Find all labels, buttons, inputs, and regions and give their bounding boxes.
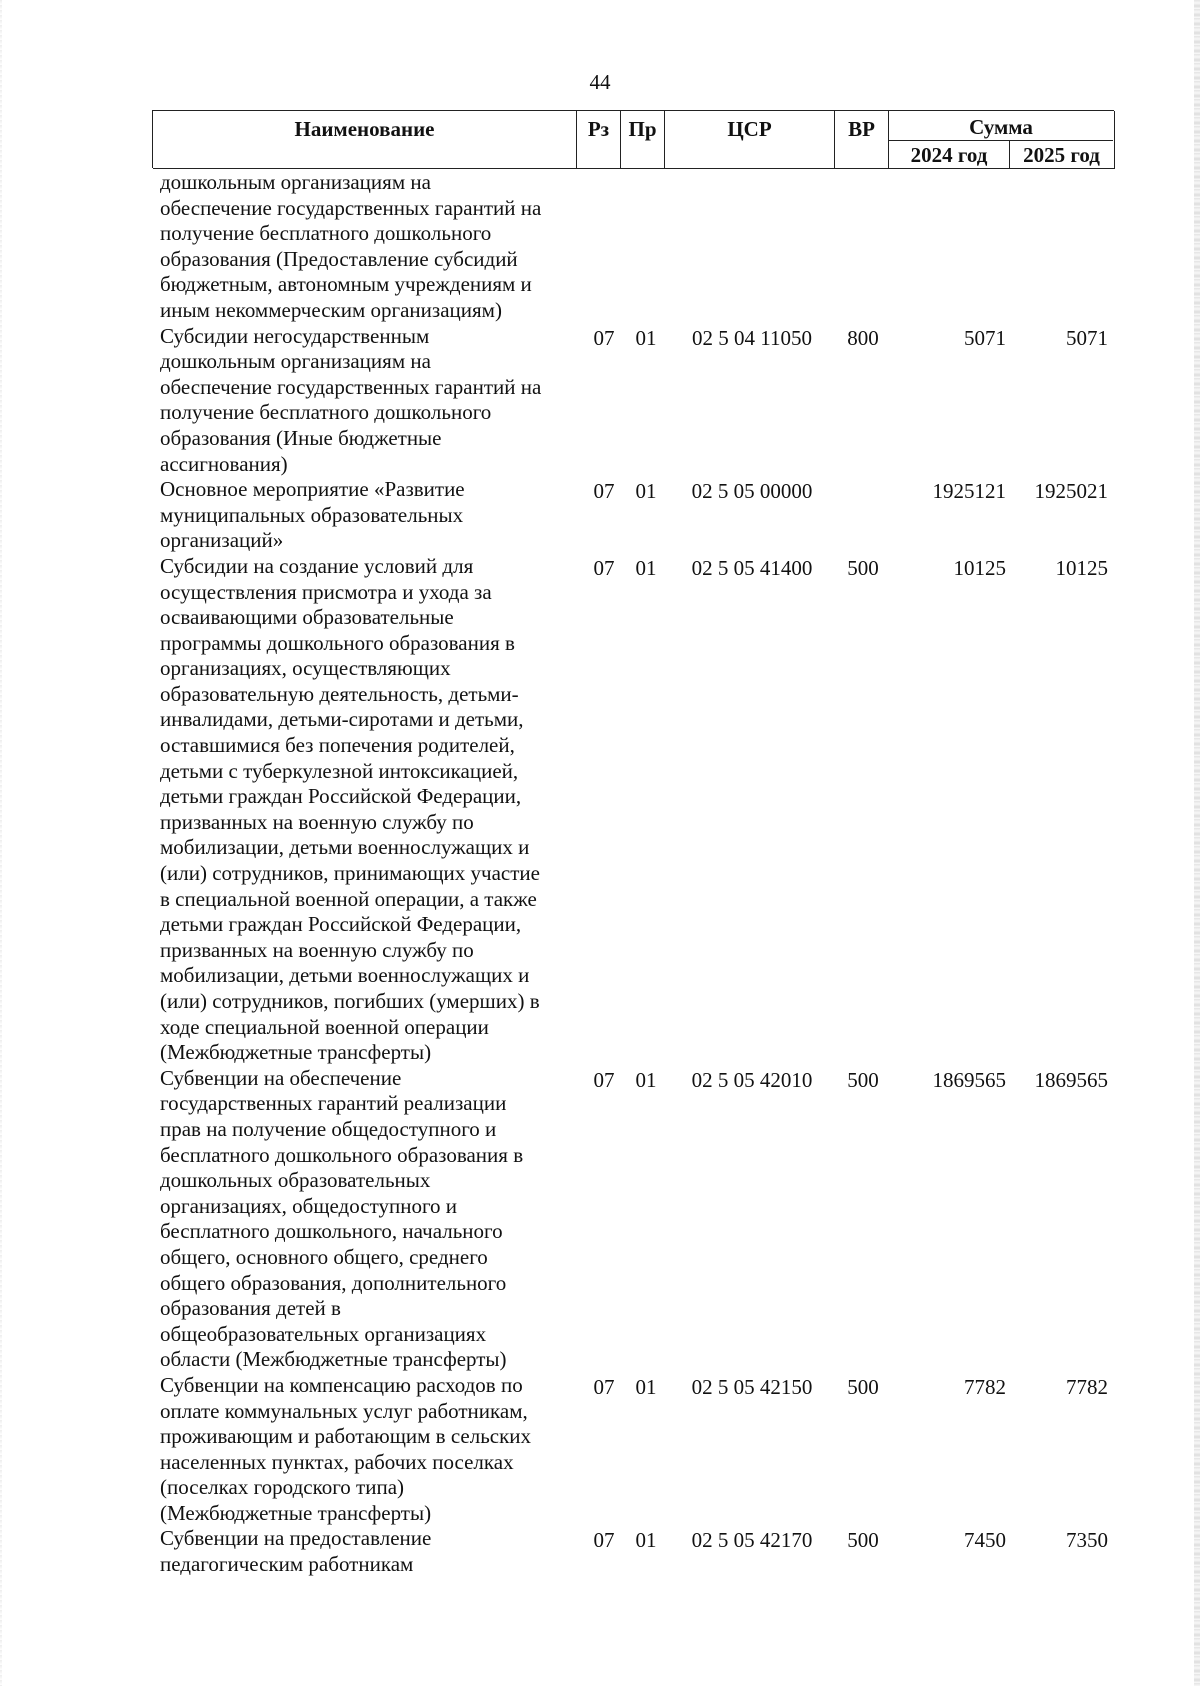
header-pr: Пр — [621, 111, 665, 169]
row-sum-2025: 1869565 — [1034, 1067, 1108, 1092]
row-sum-2024: 10125 — [953, 555, 1006, 580]
row-pr: 01 — [635, 555, 657, 580]
row-sum-2025: 7350 — [1066, 1528, 1108, 1553]
row-name: Субвенции на обеспечение государственных гарантий реализации прав на получение общедоступного и бесплатного дошкольного образования в дошкольных образовательных организациях, общедоступного и бесплатного дошкольного, начального общего, основного общего, среднего общего образования, дополнительного образования детей в общеобразовательных организациях области (Межбюджетные трансферты) — [160, 1065, 524, 1372]
header-vr: ВР — [835, 111, 889, 169]
row-vr: 500 — [847, 1067, 879, 1092]
row-rz: 07 — [593, 1067, 615, 1092]
scan-edge-right — [1194, 0, 1200, 1686]
row-csr: 02 5 05 42170 — [691, 1528, 813, 1553]
row-sum-2025: 5071 — [1066, 325, 1108, 350]
row-sum-2024: 7450 — [964, 1528, 1006, 1553]
row-pr: 01 — [635, 1374, 657, 1399]
row-name: Субвенции на компенсацию расходов по оплате коммунальных услуг работникам, проживающим и работающим в сельских населенных пунктах, рабочих поселках (поселках городского типа) (Межбюджетные трансферты) — [160, 1372, 532, 1525]
row-csr: 02 5 05 00000 — [691, 479, 813, 504]
row-csr: 02 5 04 11050 — [692, 325, 812, 350]
row-name: Субсидии на создание условий для осуществления присмотра и ухода за осваивающими образовательные программы дошкольного образования в организациях, осуществляющих образовательную деятельность, детьми- инвалидами, детьми-сиротами и детьми, оставшимися без попечения родителей, детьми с туберкулезной интоксикацией, детьми граждан Российской Федерации, призванных на военную службу по мобилизации, детьми военнослужащих и (или) сотрудников, принимающих участие в специальной военной операции, а также детьми граждан Российской Федерации, призванных на военную службу по мобилизации, детьми военнослужащих и (или) сотрудников, погибших (умерших) в ходе специальной военной операции (Межбюджетные трансферты) — [160, 553, 540, 1065]
row-vr: 500 — [847, 1528, 879, 1553]
scan-edge-left — [0, 0, 2, 1686]
header-csr: ЦСР — [665, 111, 835, 169]
row-sum-2024: 7782 — [964, 1374, 1006, 1399]
table-row — [160, 477, 1120, 554]
table-row — [160, 324, 1120, 478]
row-pr: 01 — [635, 1528, 657, 1553]
row-csr: 02 5 05 42150 — [691, 1374, 813, 1399]
row-sum-2025: 7782 — [1066, 1374, 1108, 1399]
table-row — [160, 1526, 1120, 1577]
row-vr: 800 — [847, 325, 879, 350]
row-name: Основное мероприятие «Развитие муниципальных образовательных организаций» — [160, 477, 465, 553]
row-sum-2024: 1925121 — [932, 479, 1006, 504]
row-pr: 01 — [635, 479, 657, 504]
row-csr: 02 5 05 42010 — [691, 1067, 813, 1092]
row-rz: 07 — [593, 325, 615, 350]
table-row — [160, 1066, 1120, 1373]
header-name: Наименование — [153, 111, 577, 169]
page-number: 44 — [589, 70, 611, 94]
header-sum-group — [889, 111, 1115, 169]
row-name: Субвенции на предоставление педагогическим работникам — [160, 1526, 432, 1577]
table-row — [160, 170, 1120, 324]
row-sum-2024: 5071 — [964, 325, 1006, 350]
table-header — [152, 110, 1114, 168]
table-row — [160, 1373, 1120, 1527]
row-vr: 500 — [847, 1374, 879, 1399]
table-row — [160, 554, 1120, 1066]
row-rz: 07 — [593, 1374, 615, 1399]
row-sum-2024: 1869565 — [932, 1067, 1006, 1092]
row-rz: 07 — [593, 479, 615, 504]
table-body — [160, 170, 1120, 1578]
header-rz: Рз — [577, 111, 621, 169]
header-year-2025: 2025 год — [1023, 143, 1100, 167]
row-pr: 01 — [635, 325, 657, 350]
row-pr: 01 — [635, 1067, 657, 1092]
row-name: Субсидии негосударственным дошкольным организациям на обеспечение государственных гарантий на получение бесплатного дошкольного образования (Иные бюджетные ассигнования) — [160, 323, 542, 476]
row-sum-2025: 10125 — [1055, 555, 1108, 580]
row-sum-2025: 1925021 — [1034, 479, 1108, 504]
row-rz: 07 — [593, 555, 615, 580]
header-sum: Сумма — [889, 111, 1113, 141]
row-name: дошкольным организациям на обеспечение государственных гарантий на получение бесплатного дошкольного образования (Предоставление субсидий бюджетным, автономным учреждениям и иным некоммерческим организациям) — [160, 170, 542, 322]
row-csr: 02 5 05 41400 — [691, 555, 813, 580]
row-rz: 07 — [593, 1528, 615, 1553]
row-vr: 500 — [847, 555, 879, 580]
header-year-2024: 2024 год — [889, 141, 1010, 168]
